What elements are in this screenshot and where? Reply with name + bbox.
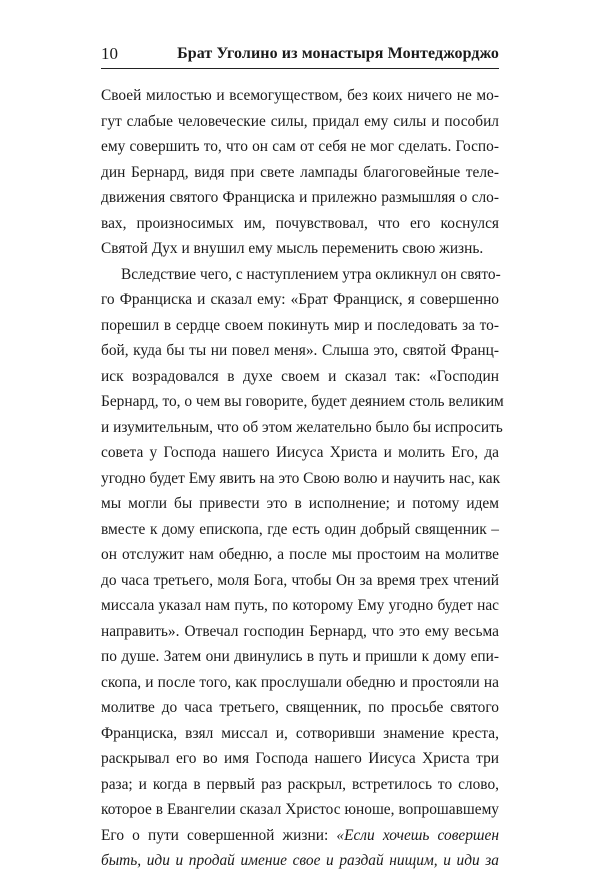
text-line: скопа, и после того, как прослушали обедню и простояли на	[101, 673, 499, 691]
text-line: Франциска, взял миссал и, сотворивши знамение креста,	[101, 724, 499, 742]
italic-quote: быть, иди и продай имение свое и раздай нищим, и иди за	[101, 852, 499, 869]
text-line: мы могли бы привести это в исполнение; и потому идем	[101, 495, 499, 512]
text-line: направить». Отвечал господин Бернард, что это ему весьма	[101, 622, 499, 640]
text-line: гут слабые человеческие силы, придал ему силы и пособил	[101, 112, 499, 130]
body-text	[101, 83, 504, 874]
text-line: порешил в сердце своем покинуть мир и последовать за то-	[101, 316, 499, 334]
paragraph-first-line: Вследствие чего, с наступлением утра окликнул он свято-	[121, 265, 501, 283]
text-line: вместе к дому епископа, где есть один добрый священник –	[101, 520, 499, 538]
text-line: го Франциска и сказал ему: «Брат Франциск, я совершенно	[101, 291, 499, 308]
text-line: он отслужит нам обедню, а после мы простоим на молитве	[101, 546, 499, 563]
text-line: которое в Евангелии сказал Христос юноше, вопрошавшему	[101, 801, 499, 818]
text-line: Своей милостью и всемогуществом, без коих ничего не мо-	[101, 87, 499, 104]
line-text: Его о пути совершенной жизни:	[101, 826, 337, 844]
text-line-with-quote	[101, 823, 499, 849]
text-line: вах, произносимых им, почувствовал, что его коснулся	[101, 214, 499, 232]
text-line: ему совершить то, что он сам от себя не мог сделать. Госпо-	[101, 138, 499, 155]
text-line: бой, куда бы ты ни повел меня». Слыша это, святой Франц-	[101, 342, 499, 359]
italic-quote: «Если хочешь совершен	[336, 826, 499, 844]
text-line: раскрывал его во имя Господа нашего Иисуса Христа три	[101, 750, 499, 767]
page-number: 10	[101, 44, 118, 63]
text-line: раза; и когда в первый раз раскрыл, встретилось то слово,	[101, 775, 499, 793]
text-line: и изумительным, что об этом желательно было бы испросить	[101, 418, 503, 436]
text-line: совета у Господа нашего Иисуса Христа и молить Его, да	[101, 444, 499, 461]
text-line: до часа третьего, моля Бога, чтобы Он за время трех чтений	[101, 571, 499, 589]
text-line: по душе. Затем они двинулись в путь и пришли к дому епи-	[101, 648, 499, 665]
text-line: Бернард, то, о чем вы говорите, будет деянием столь великим	[101, 393, 504, 410]
running-title: Брат Уголино из монастыря Монтеджорджо	[177, 45, 499, 62]
text-line: Святой Дух и внушил ему мысль переменить свою жизнь.	[101, 240, 484, 257]
text-line: молитве до часа третьего, священник, по просьбе святого	[101, 699, 499, 716]
text-line: движения святого Франциска и прилежно размышляя о сло-	[101, 189, 499, 206]
running-header	[101, 44, 499, 69]
text-line: угодно будет Ему явить на это Свою волю и научить нас, как	[101, 469, 501, 487]
text-line: дин Бернард, видя при свете лампады благоговейные теле-	[101, 163, 499, 181]
text-line: иск возрадовался в духе своем и сказал так: «Господин	[101, 367, 499, 385]
italic-quote-line	[101, 848, 499, 874]
text-line: миссала указал нам путь, по которому Ему угодно будет нас	[101, 597, 499, 614]
